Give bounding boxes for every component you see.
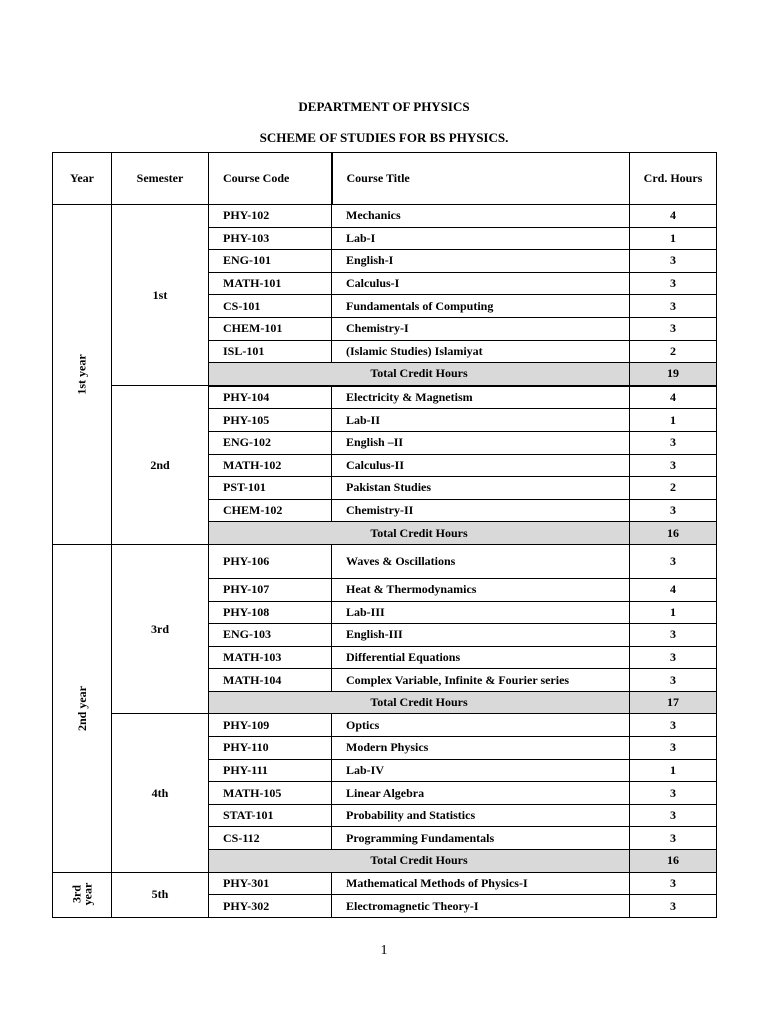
credit-hours: 3 [630,295,717,318]
credit-hours: 4 [630,205,717,228]
credit-hours: 3 [630,454,717,477]
credit-hours: 3 [630,872,717,895]
credit-hours: 3 [630,782,717,805]
course-code: PHY-106 [209,544,332,578]
course-code: ISL-101 [209,340,332,363]
course-code: PHY-301 [209,872,332,895]
course-title: Modern Physics [332,737,630,760]
year-label: 1st year [74,354,89,395]
credit-hours: 1 [630,227,717,250]
course-title: Programming Fundamentals [332,827,630,850]
course-title: English-I [332,250,630,273]
course-code: PHY-104 [209,386,332,409]
semester-cell: 5th [112,872,209,917]
course-code: CS-101 [209,295,332,318]
credit-hours: 3 [630,737,717,760]
course-code: MATH-103 [209,646,332,669]
course-code: CHEM-102 [209,499,332,522]
year-cell-1 [53,205,112,545]
credit-hours: 4 [630,578,717,601]
course-title: Chemistry-I [332,317,630,340]
col-year: Year [53,153,112,205]
total-hours: 17 [630,691,717,714]
credit-hours: 3 [630,317,717,340]
course-code: ENG-102 [209,431,332,454]
course-code: MATH-105 [209,782,332,805]
course-title: English –II [332,431,630,454]
course-title: Lab-III [332,601,630,624]
course-title: Mathematical Methods of Physics-I [332,872,630,895]
course-title: Lab-I [332,227,630,250]
table-row [53,544,717,578]
course-code: PHY-105 [209,409,332,432]
course-code: PHY-111 [209,759,332,782]
scheme-title: SCHEME OF STUDIES FOR BS PHYSICS. [259,130,509,145]
course-title: (Islamic Studies) Islamiyat [332,340,630,363]
course-code: PHY-103 [209,227,332,250]
credit-hours: 3 [630,431,717,454]
course-code: PHY-109 [209,714,332,737]
semester-cell: 3rd [112,544,209,714]
course-title: Mechanics [332,205,630,228]
col-course-code: Course Code [209,153,332,205]
credit-hours: 2 [630,477,717,500]
course-title: Fundamentals of Computing [332,295,630,318]
table-row [53,714,717,737]
semester-cell: 4th [112,714,209,872]
course-title: Waves & Oscillations [332,544,630,578]
course-title: Chemistry-II [332,499,630,522]
course-title: English-III [332,624,630,647]
year-label: 2nd year [74,685,89,731]
credit-hours: 3 [630,250,717,273]
course-title: Calculus-II [332,454,630,477]
total-label: Total Credit Hours [209,363,630,386]
credit-hours: 3 [630,624,717,647]
course-code: PHY-110 [209,737,332,760]
course-code: ENG-101 [209,250,332,273]
course-title: Pakistan Studies [332,477,630,500]
course-title: Probability and Statistics [332,804,630,827]
course-title: Optics [332,714,630,737]
table-row [53,386,717,409]
header-row [53,153,717,205]
course-code: MATH-101 [209,272,332,295]
course-code: MATH-104 [209,669,332,692]
course-code: CHEM-101 [209,317,332,340]
page-number: 1 [380,943,388,958]
credit-hours: 1 [630,601,717,624]
total-hours: 16 [630,850,717,873]
course-code: PHY-108 [209,601,332,624]
total-label: Total Credit Hours [209,691,630,714]
course-code: PHY-302 [209,895,332,918]
course-title: Differential Equations [332,646,630,669]
year-cell-2 [53,544,112,872]
credit-hours: 3 [630,669,717,692]
course-title: Electricity & Magnetism [332,386,630,409]
course-code: STAT-101 [209,804,332,827]
year-label: 3rd year [69,882,94,906]
credit-hours: 1 [630,759,717,782]
credit-hours: 3 [630,272,717,295]
course-title: Lab-II [332,409,630,432]
course-code: CS-112 [209,827,332,850]
course-code: ENG-103 [209,624,332,647]
course-title: Lab-IV [332,759,630,782]
semester-cell: 1st [112,205,209,386]
credit-hours: 3 [630,544,717,578]
credit-hours: 3 [630,646,717,669]
year-cell-3 [53,872,112,917]
course-title: Electromagnetic Theory-I [332,895,630,918]
semester-cell: 2nd [112,386,209,545]
credit-hours: 4 [630,386,717,409]
credit-hours: 2 [630,340,717,363]
col-credit-hours: Crd. Hours [630,153,717,205]
course-title: Complex Variable, Infinite & Fourier series [332,669,630,692]
total-hours: 19 [630,363,717,386]
credit-hours: 3 [630,804,717,827]
course-code: PST-101 [209,477,332,500]
course-code: PHY-102 [209,205,332,228]
table-row [53,205,717,228]
course-code: PHY-107 [209,578,332,601]
col-semester: Semester [112,153,209,205]
credit-hours: 3 [630,499,717,522]
table-row [53,872,717,895]
course-title: Calculus-I [332,272,630,295]
course-code: MATH-102 [209,454,332,477]
scheme-table [52,152,717,918]
department-title: DEPARTMENT OF PHYSICS [298,99,470,114]
credit-hours: 3 [630,827,717,850]
credit-hours: 3 [630,895,717,918]
course-title: Linear Algebra [332,782,630,805]
credit-hours: 1 [630,409,717,432]
total-hours: 16 [630,522,717,545]
col-course-title: Course Title [332,153,630,205]
credit-hours: 3 [630,714,717,737]
course-title: Heat & Thermodynamics [332,578,630,601]
total-label: Total Credit Hours [209,850,630,873]
total-label: Total Credit Hours [209,522,630,545]
